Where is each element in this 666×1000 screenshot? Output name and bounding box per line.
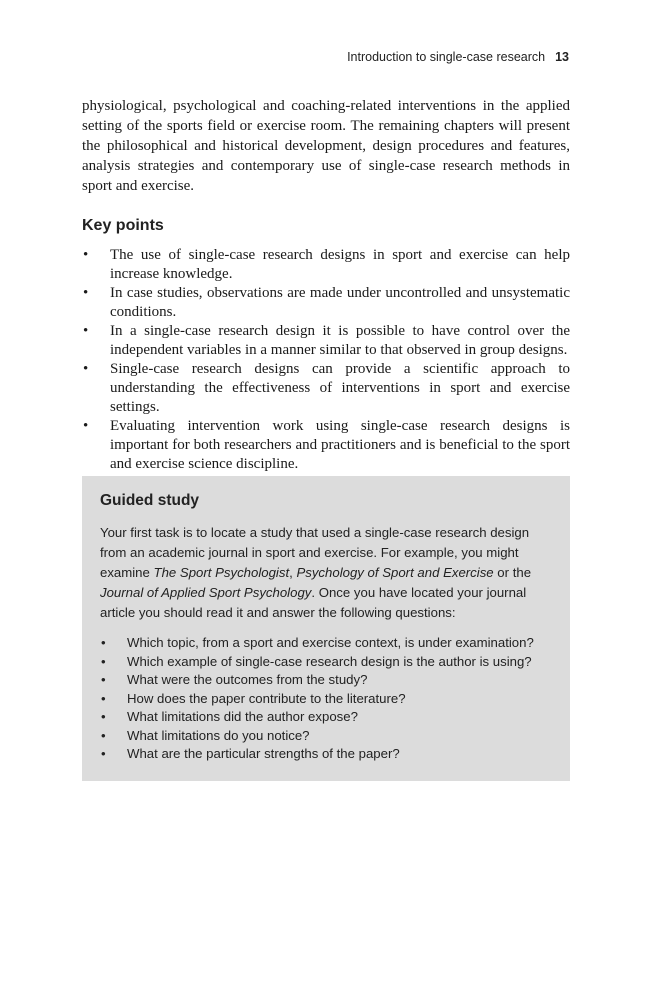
bullet-icon: • [101, 635, 106, 650]
bullet-icon: • [101, 653, 106, 669]
question-text: What are the particular strengths of the paper? [127, 746, 400, 761]
question-item [100, 745, 555, 764]
journal-title: Journal of Applied Sport Psychology [100, 585, 312, 600]
page-number: 13 [555, 50, 569, 64]
guided-study-text: Your first task is to locate a study that used a single-case research design from an academic journal in sport and exercise. For example, you might examine [100, 525, 530, 580]
journal-title: The Sport Psychologist [153, 565, 290, 580]
guided-study-box [82, 476, 570, 781]
guided-study-paragraph [100, 523, 555, 623]
bullet-icon: • [101, 709, 106, 724]
question-text: How does the paper contribute to the literature? [127, 690, 406, 706]
bullet-icon: • [83, 247, 89, 263]
question-item [100, 727, 555, 746]
bullet-icon: • [101, 690, 106, 706]
key-points-heading: Key points [82, 217, 164, 234]
bullet-icon: • [83, 323, 89, 339]
bullet-icon: • [101, 727, 106, 743]
question-text: What limitations do you notice? [127, 727, 310, 743]
bullet-icon: • [83, 361, 89, 377]
question-text: What limitations did the author expose? [127, 709, 358, 724]
intro-paragraph: physiological, psychological and coaching-related interventions in the applied setting of the sports field or exercise room. The remaining chapters will present the philosophical and historical development, design procedures and features, analysis strategies and contemporary use of single-case research methods in sport and exercise. [82, 98, 570, 194]
key-point-item [82, 360, 570, 417]
journal-title: Psychology of Sport and Exercise [296, 565, 494, 580]
guided-study-heading: Guided study [100, 492, 200, 509]
question-text: Which topic, from a sport and exercise context, is under examination? [127, 635, 534, 650]
key-point-item [82, 322, 570, 360]
running-header [347, 50, 569, 64]
bullet-icon: • [83, 285, 89, 301]
question-text: What were the outcomes from the study? [127, 672, 368, 687]
separator-text: or the [493, 565, 532, 580]
question-item [100, 671, 555, 690]
guided-study-text: . Once you have located your journal article you should read it and answer the following questions: [100, 585, 527, 620]
key-point-item [82, 284, 570, 322]
separator-text: , [289, 565, 297, 580]
question-item [100, 653, 555, 672]
key-point-text: The use of single-case research designs in sport and exercise can help increase knowledge. [110, 247, 570, 282]
key-point-text: Evaluating intervention work using single-case research designs is important for both researchers and practitioners and is beneficial to the sport and exercise science discipline. [110, 418, 570, 472]
key-point-item [82, 417, 570, 474]
key-point-text: In a single-case research design it is possible to have control over the independent variables in a manner similar to that observed in group designs. [110, 323, 570, 358]
question-text: Which example of single-case research design is the author is using? [127, 653, 532, 669]
bullet-icon: • [83, 418, 89, 434]
key-point-item [82, 246, 570, 284]
bullet-icon: • [101, 746, 106, 761]
key-points-list [82, 246, 570, 474]
questions-list [100, 634, 555, 764]
running-title: Introduction to single-case research [347, 50, 546, 64]
question-item [100, 708, 555, 727]
bullet-icon: • [101, 672, 106, 687]
key-point-text: In case studies, observations are made under uncontrolled and unsystematic conditions. [110, 285, 570, 320]
question-item [100, 634, 555, 653]
question-item [100, 690, 555, 709]
key-point-text: Single-case research designs can provide a scientific approach to understanding the effectiveness of interventions in sport and exercise settings. [110, 361, 570, 415]
